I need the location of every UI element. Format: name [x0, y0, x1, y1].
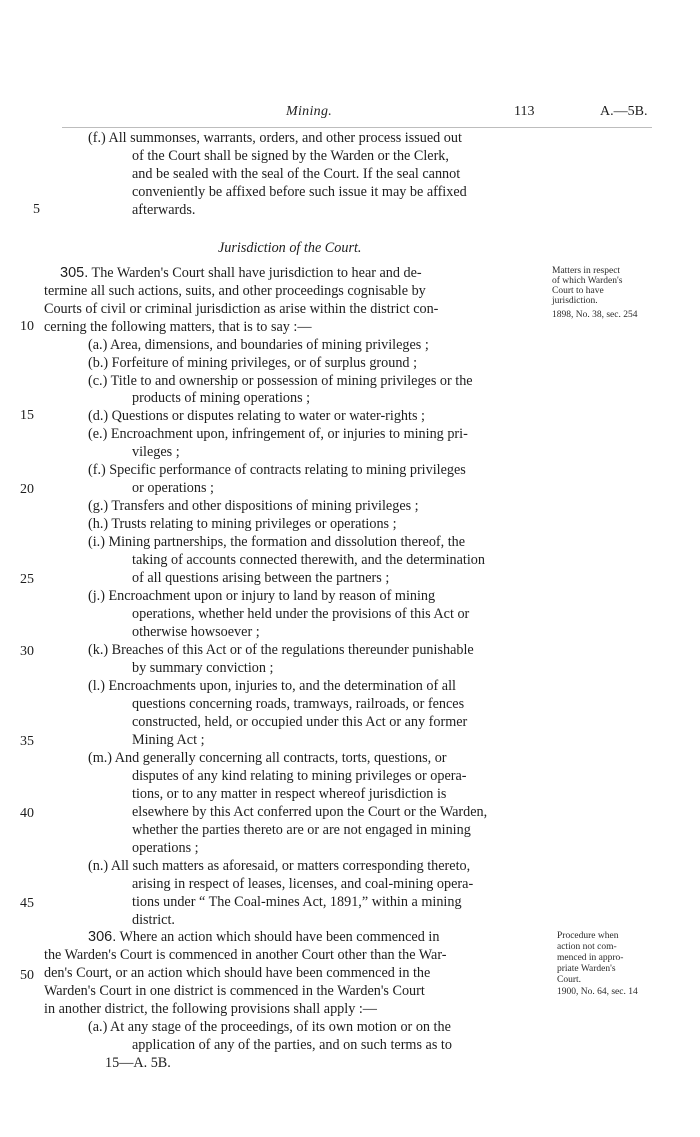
side-note: jurisdiction.	[552, 296, 598, 306]
text-line: by summary conviction ;	[132, 660, 274, 676]
side-note: Court to have	[552, 286, 604, 296]
text-line: (l.) Encroachments upon, injuries to, and the determination of all	[88, 678, 456, 694]
text-line: Warden's Court in one district is commenced in the Warden's Court	[44, 983, 425, 999]
text-line: of all questions arising between the partners ;	[132, 570, 390, 586]
side-note: menced in appro-	[557, 953, 624, 963]
section-305-first-line: 305. The Warden's Court shall have jurisdiction to hear and de-	[60, 265, 422, 281]
line-number: 40	[20, 806, 34, 821]
text-line: taking of accounts connected therewith, and the determination	[132, 552, 485, 568]
text-line: vileges ;	[132, 444, 180, 460]
line-number: 25	[20, 572, 34, 587]
page-number: 113	[514, 104, 535, 119]
text-line: or operations ;	[132, 480, 214, 496]
line-number: 5	[33, 202, 40, 217]
text-line: whether the parties thereto are or are not engaged in mining	[132, 822, 471, 838]
text-line: otherwise howsoever ;	[132, 624, 260, 640]
text-line: operations ;	[132, 840, 199, 856]
line-number: 10	[20, 319, 34, 334]
text-line: afterwards.	[132, 202, 196, 218]
text-line: and be sealed with the seal of the Court. If the seal cannot	[132, 166, 461, 182]
text-line: of the Court shall be signed by the Warden or the Clerk,	[132, 148, 449, 164]
text-line: (k.) Breaches of this Act or of the regulations thereunder punishable	[88, 642, 474, 658]
line-number: 35	[20, 734, 34, 749]
parliamentary-paper-reference: A.—5B.	[600, 104, 648, 119]
section-heading: Jurisdiction of the Court.	[218, 240, 362, 256]
text-line: conveniently be affixed before such issue it may be affixed	[132, 184, 467, 200]
side-note: Procedure when	[557, 931, 619, 941]
text-line: (m.) And generally concerning all contracts, torts, questions, or	[88, 750, 447, 766]
text-line: arising in respect of leases, licenses, and coal-mining opera-	[132, 876, 474, 892]
side-note: priate Warden's	[557, 964, 616, 974]
side-note-citation: 1900, No. 64, sec. 14	[557, 987, 638, 997]
side-note: Matters in respect	[552, 266, 621, 276]
text-line: (i.) Mining partnerships, the formation and dissolution thereof, the	[88, 534, 466, 550]
side-note: of which Warden's	[552, 276, 623, 286]
text-line: district.	[132, 912, 175, 928]
text-line: (e.) Encroachment upon, infringement of, or injuries to mining pri-	[88, 426, 468, 442]
signature-mark: 15—A. 5B.	[105, 1055, 171, 1071]
text-line: termine all such actions, suits, and other proceedings cognisable by	[44, 283, 426, 299]
text-line: questions concerning roads, tramways, railroads, or fences	[132, 696, 465, 712]
text-line: (b.) Forfeiture of mining privileges, or of surplus ground ;	[88, 355, 418, 371]
text-line: (n.) All such matters as aforesaid, or matters corresponding thereto,	[88, 858, 471, 874]
section-number: 306.	[88, 929, 117, 945]
side-note: action not com-	[557, 942, 617, 952]
side-note-citation: 1898, No. 38, sec. 254	[552, 310, 638, 320]
text-line: application of any of the parties, and on such terms as to	[132, 1037, 452, 1053]
text-line: the Warden's Court is commenced in another Court other than the War-	[44, 947, 447, 963]
text-line: constructed, held, or occupied under this Act or any former	[132, 714, 468, 730]
line-number: 15	[20, 408, 34, 423]
side-note: Court.	[557, 975, 582, 985]
text-line: disputes of any kind relating to mining privileges or opera-	[132, 768, 467, 784]
text-line: (f.) All summonses, warrants, orders, and other process issued out	[88, 130, 462, 146]
text-line: (j.) Encroachment upon or injury to land by reason of mining	[88, 588, 436, 604]
text-line: (f.) Specific performance of contracts relating to mining privileges	[88, 462, 466, 478]
text-line: elsewhere by this Act conferred upon the Court or the Warden,	[132, 804, 488, 820]
text-line: (a.) At any stage of the proceedings, of its own motion or on the	[88, 1019, 451, 1035]
text-line: (h.) Trusts relating to mining privileges or operations ;	[88, 516, 397, 532]
text-line: Courts of civil or criminal jurisdiction as arise within the district con-	[44, 301, 439, 317]
line-number: 30	[20, 644, 34, 659]
text-line: in another district, the following provisions shall apply :—	[44, 1001, 377, 1017]
text-line: Mining Act ;	[132, 732, 205, 748]
section-306-first-line: 306. Where an action which should have been commenced in	[88, 929, 440, 945]
text-line: (a.) Area, dimensions, and boundaries of mining privileges ;	[88, 337, 429, 353]
header-rule	[62, 127, 652, 128]
line-number: 45	[20, 896, 34, 911]
line-number: 20	[20, 482, 34, 497]
text-line: den's Court, or an action which should have been commenced in the	[44, 965, 431, 981]
section-number: 305.	[60, 265, 89, 281]
text-line: cerning the following matters, that is to say :—	[44, 319, 312, 335]
text-line: operations, whether held under the provisions of this Act or	[132, 606, 470, 622]
text-line: (d.) Questions or disputes relating to water or water-rights ;	[88, 408, 425, 424]
running-head-title: Mining.	[286, 104, 333, 119]
text-line: tions under “ The Coal-mines Act, 1891,” within a mining	[132, 894, 462, 910]
text-line: products of mining operations ;	[132, 390, 311, 406]
text-line: (g.) Transfers and other dispositions of mining privileges ;	[88, 498, 419, 514]
text-line: (c.) Title to and ownership or possession of mining privileges or the	[88, 373, 473, 389]
text-line: tions, or to any matter in respect whereof jurisdiction is	[132, 786, 447, 802]
line-number: 50	[20, 968, 34, 983]
